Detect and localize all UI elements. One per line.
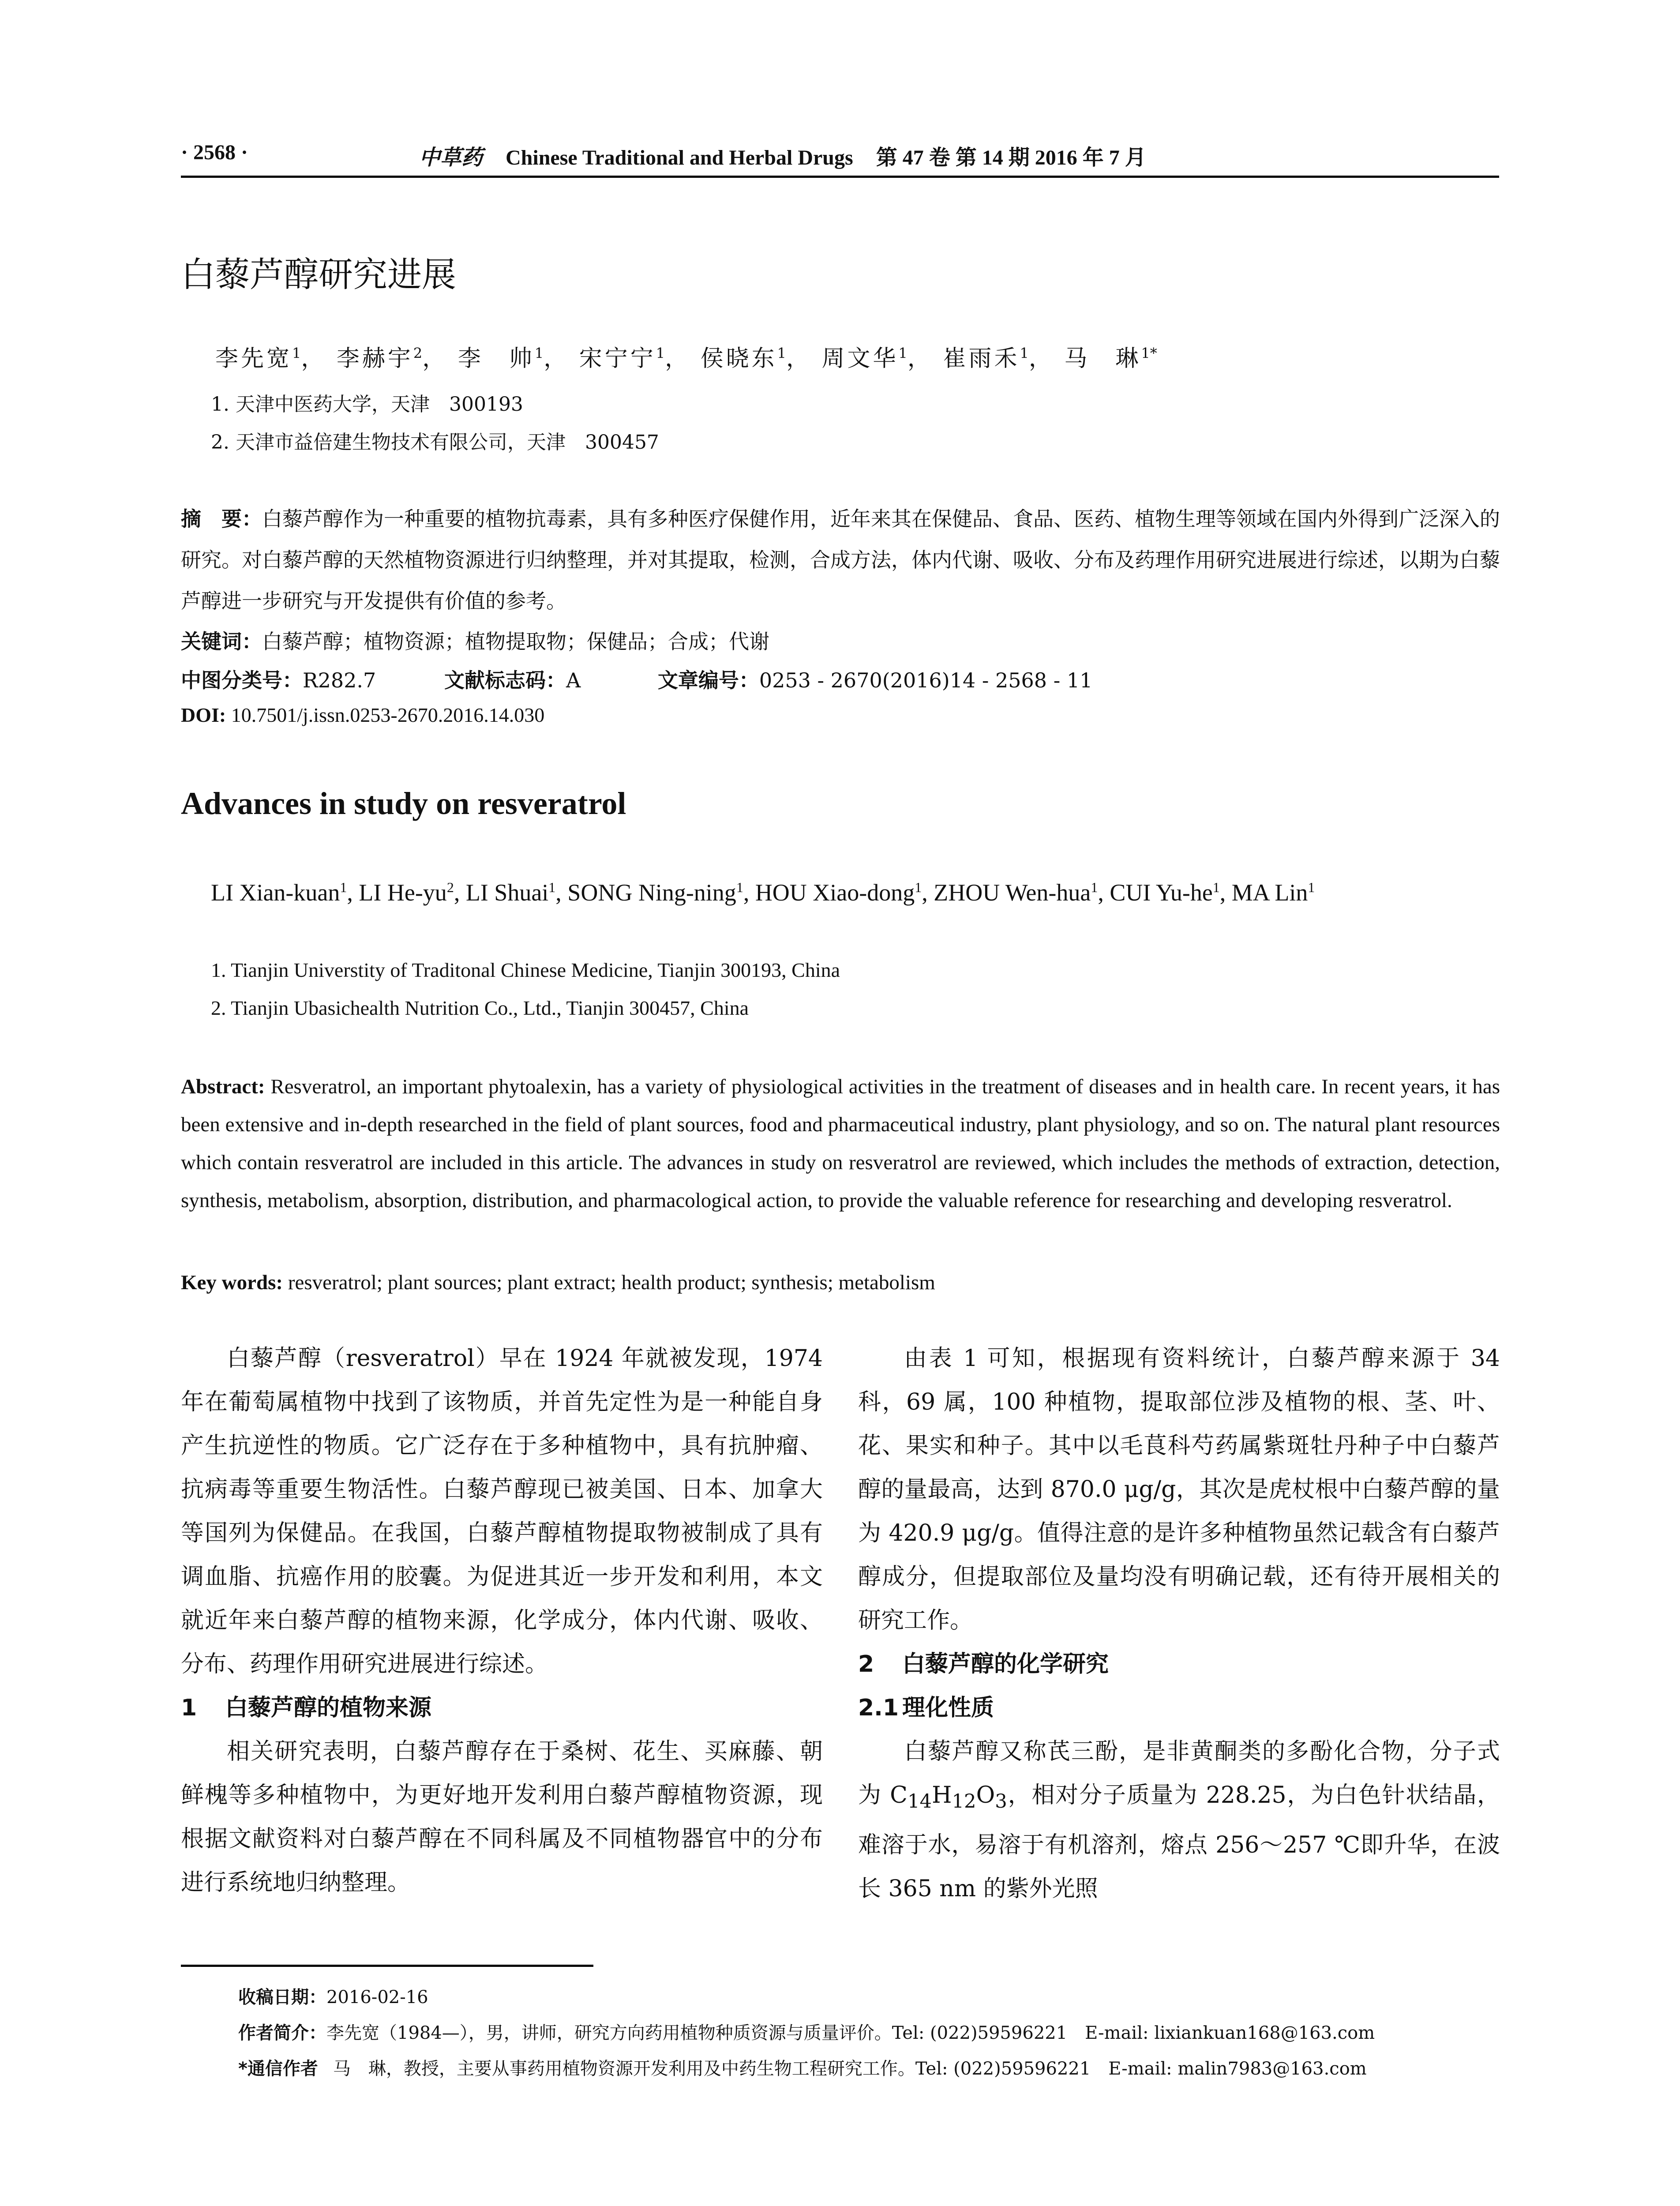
- author: 崔雨禾: [943, 345, 1020, 372]
- footnote-rule: [181, 1965, 593, 1967]
- author-affiliation-mark: 1: [736, 879, 743, 895]
- english-abstract: [181, 1068, 1500, 1219]
- footnote-label: *通信作者: [238, 2059, 318, 2079]
- english-affiliation: 2. Tianjin Ubasichealth Nutrition Co., Ltd., Tianjin 300457, China: [211, 997, 749, 1019]
- section-title: 白藜芦醇的植物来源: [225, 1695, 432, 1721]
- journal-title: [419, 140, 1146, 171]
- author-affiliation-mark: 1: [915, 879, 922, 895]
- doi-label: DOI:: [181, 704, 226, 726]
- body-paragraph: [858, 1730, 1500, 1911]
- body-paragraph: 由表 1 可知，根据现有资料统计，白藜芦醇来源于 34 科，69 属，100 种植物，提取部位涉及植物的根、茎、叶、花、果实和种子。其中以毛茛科芍药属紫斑牡丹种子中白藜芦醇的量最高，达到 870.0 μg/g，其次是虎杖根中白藜芦醇的量为 420.9 μg/g。值得注意的是许多种植物虽然记载含有白藜芦醇成分，但提取部位及量均没有明确记载，还有待开展相关的研究工作。: [858, 1345, 1500, 1634]
- english-title: Advances in study on resveratrol: [181, 786, 626, 821]
- keywords-label: 关键词：: [181, 630, 262, 653]
- keywords-text: resveratrol; plant sources; plant extract; health product; synthesis; metabolism: [288, 1271, 935, 1294]
- author: LI Xian-kuan: [211, 879, 340, 906]
- author-affiliation-mark: 1: [340, 879, 347, 895]
- footnote-text: 2016-02-16: [326, 1987, 428, 2007]
- chinese-title: 白藜芦醇研究进展: [181, 255, 457, 295]
- author: MA Lin: [1231, 879, 1308, 906]
- formula-element: O: [976, 1782, 995, 1808]
- paragraph-text: ，相对分子质量为 228.25，为白色针状结晶，难溶于水，易溶于有机溶剂，熔点 256～257 ℃即升华，在波长 365 nm 的紫外光照: [858, 1782, 1500, 1902]
- footnote-label: 作者简介：: [238, 2023, 326, 2043]
- abstract-label: Abstract:: [181, 1075, 265, 1098]
- author-affiliation-mark: 1: [898, 345, 908, 362]
- body-paragraph: 白藜芦醇（resveratrol）早在 1924 年就被发现，1974 年在葡萄属植物中找到了该物质，并首先定性为是一种能自身产生抗逆性的物质。它广泛存在于多种植物中，具有抗肿瘤、抗病毒等重要生物活性。白藜芦醇现已被美国、日本、加拿大等国列为保健品。在我国，白藜芦醇植物提取物被制成了具有调血脂、抗癌作用的胶囊。为促进其近一步开发和利用，本文就近年来白藜芦醇的植物来源，化学成分，体内代谢、吸收、分布、药理作用研究进展进行综述。: [181, 1345, 823, 1677]
- footnote-text: 马 琳，教授，主要从事药用植物资源开发利用及中药生物工程研究工作。Tel: (022)59596221 E-mail: malin7983@163.com: [333, 2059, 1367, 2079]
- clc-value: R282.7: [303, 668, 376, 692]
- journal-issue: 第 47 卷 第 14 期 2016 年 7 月: [876, 146, 1146, 169]
- author-affiliation-mark: 2: [413, 345, 423, 362]
- footnote-corresponding: [238, 2055, 1367, 2080]
- author: 周文华: [821, 345, 899, 372]
- author-affiliation-mark: 1: [1212, 879, 1220, 895]
- author: 马 琳: [1064, 345, 1141, 372]
- formula-subscript: 3: [995, 1790, 1007, 1813]
- section-number: 2: [858, 1651, 874, 1677]
- subsection-heading: [858, 1686, 1500, 1730]
- author: LI He-yu: [359, 879, 447, 906]
- author-affiliation-mark: 1: [292, 345, 301, 362]
- running-header: [181, 140, 1499, 178]
- author: HOU Xiao-dong: [755, 879, 915, 906]
- section-heading: [181, 1686, 823, 1730]
- paragraph-text: 白藜芦醇又称芪三酚，是非黄酮类的多酚化合物，分子式为 C: [858, 1738, 1500, 1808]
- author: 李 帅: [458, 345, 535, 372]
- doc-code-label: 文献标志码：: [444, 668, 566, 692]
- author-affiliation-mark: 1*: [1141, 345, 1157, 362]
- formula-subscript: 14: [907, 1790, 932, 1813]
- author-affiliation-mark: 1: [1091, 879, 1098, 895]
- section-number: 1: [181, 1695, 197, 1721]
- section-number: 2.1: [858, 1695, 899, 1721]
- author: 宋宁宁: [579, 345, 656, 372]
- formula-element: H: [932, 1782, 952, 1808]
- article-number-value: 0253 - 2670(2016)14 - 2568 - 11: [759, 668, 1093, 692]
- chinese-abstract: [181, 499, 1500, 622]
- author-affiliation-mark: 1: [534, 345, 544, 362]
- author-affiliation-mark: 1: [777, 345, 786, 362]
- abstract-label: 摘 要：: [181, 507, 262, 531]
- body-column-right: [858, 1337, 1500, 1911]
- formula-subscript: 12: [952, 1790, 976, 1813]
- footnote-author-bio: [238, 2019, 1375, 2044]
- section-title: 白藜芦醇的化学研究: [902, 1651, 1109, 1677]
- author: ZHOU Wen-hua: [934, 879, 1091, 906]
- journal-name-cn: 中草药: [419, 145, 483, 170]
- doi-value: 10.7501/j.issn.0253-2670.2016.14.030: [231, 704, 545, 726]
- chinese-affiliation: 1. 天津中医药大学，天津 300193: [211, 393, 523, 416]
- doi-line: [181, 703, 544, 727]
- author: 李赫宇: [336, 345, 413, 372]
- article-number-label: 文章编号：: [657, 668, 759, 692]
- author: LI Shuai: [465, 879, 549, 906]
- chinese-keywords: [181, 626, 769, 655]
- author-affiliation-mark: 1: [656, 345, 665, 362]
- footnote-text: 李先宽（1984—），男，讲师，研究方向药用植物种质资源与质量评价。Tel: (022)59596221 E-mail: lixiankuan168@163.com: [326, 2023, 1375, 2043]
- abstract-text: 白藜芦醇作为一种重要的植物抗毒素，具有多种医疗保健作用，近年来其在保健品、食品、医药、植物生理等领域在国内外得到广泛深入的研究。对白藜芦醇的天然植物资源进行归纳整理，并对其提取，检测，合成方法，体内代谢、吸收、分布及药理作用研究进展进行综述，以期为白藜芦醇进一步研究与开发提供有价值的参考。: [181, 507, 1500, 613]
- keywords-text: 白藜芦醇；植物资源；植物提取物；保健品；合成；代谢: [262, 630, 769, 653]
- chinese-authors: 李先宽$^1$， 李赫宇$^2$， 李 帅$^1$， 宋宁宁$^1$， 侯晓东$^1$， 周文华$^1$， 崔雨禾$^1$， 马 琳$^{1*}$: [215, 345, 1157, 372]
- clc-label: 中图分类号：: [181, 668, 303, 692]
- author-affiliation-mark: 2: [446, 879, 454, 895]
- chinese-affiliation: 2. 天津市益倍建生物技术有限公司，天津 300457: [211, 431, 659, 454]
- footnote-received: [238, 1983, 428, 2008]
- journal-name-en: Chinese Traditional and Herbal Drugs: [506, 146, 853, 169]
- author: 侯晓东: [700, 345, 777, 372]
- doc-code-value: A: [566, 668, 581, 692]
- body-column-left: [181, 1337, 823, 1905]
- section-title: 理化性质: [902, 1695, 994, 1721]
- english-keywords: [181, 1271, 935, 1294]
- author: 李先宽: [215, 345, 292, 372]
- author: CUI Yu-he: [1110, 879, 1213, 906]
- abstract-text: Resveratrol, an important phytoalexin, has a variety of physiological activities in the treatment of diseases and in health care. In recent years, it has been extensive and in-depth researched in the field of plant sources, food and pharmaceutical industry, plant physiology, and so on. The natural plant resources which contain resveratrol are included in this article. The advances in study on resveratrol are reviewed, which includes the methods of extraction, detection, synthesis, metabolism, absorption, distribution, and pharmacological action, to provide the valuable reference for researching and developing resveratrol.: [181, 1075, 1500, 1212]
- body-paragraph: 相关研究表明，白藜芦醇存在于桑树、花生、买麻藤、朝鲜槐等多种植物中，为更好地开发利用白藜芦醇植物资源，现根据文献资料对白藜芦醇在不同科属及不同植物器官中的分布进行系统地归纳整理。: [181, 1738, 823, 1896]
- page-number: · 2568 ·: [181, 141, 248, 164]
- classification-line: [181, 664, 1092, 694]
- author: SONG Ning-ning: [567, 879, 736, 906]
- author-affiliation-mark: 1: [548, 879, 556, 895]
- english-affiliation: 1. Tianjin Universtity of Traditonal Chinese Medicine, Tianjin 300193, China: [211, 959, 840, 981]
- section-heading: [858, 1643, 1500, 1686]
- author-affiliation-mark: 1: [1308, 879, 1315, 895]
- keywords-label: Key words:: [181, 1271, 283, 1294]
- author-affiliation-mark: 1: [1020, 345, 1029, 362]
- english-authors: LI Xian-kuan$^1$, LI $He-yu^2$, LI Shuai$^1$, SONG Ning-ning$^1$, HOU Xiao-dong$^1$, ZHOU Wen-hua$^1$, CUI $Yu-he^1$, MA Lin$^1$: [211, 879, 1315, 906]
- footnote-label: 收稿日期：: [238, 1987, 326, 2007]
